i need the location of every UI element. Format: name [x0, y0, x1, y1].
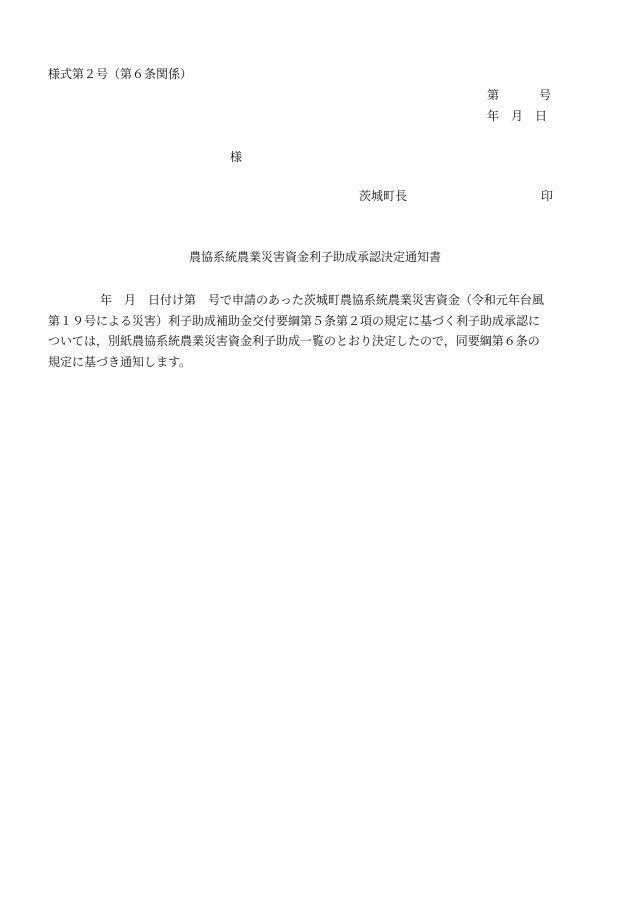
form-number: 様式第２号（第６条関係） — [48, 67, 193, 81]
issuer-title: 茨城町長 — [359, 189, 408, 203]
document-date — [487, 107, 547, 124]
date-month: 月 — [511, 109, 524, 123]
body-line-4: 規定に基づき通知します。 — [48, 354, 192, 369]
body-paragraph — [48, 290, 584, 372]
date-day: 日 — [535, 109, 548, 123]
body-line-1: 年 月 日付け第 号で申請のあった茨城町農協系統農業災害資金（令和元年台風 — [100, 293, 544, 307]
seal-mark: 印 — [541, 189, 554, 203]
addressee-honorific: 様 — [230, 150, 243, 164]
doc-no-label: 第 — [487, 88, 500, 102]
body-line-2: 第１９号による災害）利子助成補助金交付要綱第５条第２項の規定に基づく利子助成承認に — [48, 313, 541, 328]
date-year: 年 — [487, 109, 500, 123]
body-line-3: ついては，別紙農協系統農業災害資金利子助成一覧のとおり決定したので，同要綱第６条の — [48, 334, 540, 348]
document-number — [487, 86, 551, 103]
doc-no-suffix: 号 — [539, 88, 552, 102]
document-title: 農協系統農業災害資金利子助成承認決定通知書 — [188, 250, 441, 264]
